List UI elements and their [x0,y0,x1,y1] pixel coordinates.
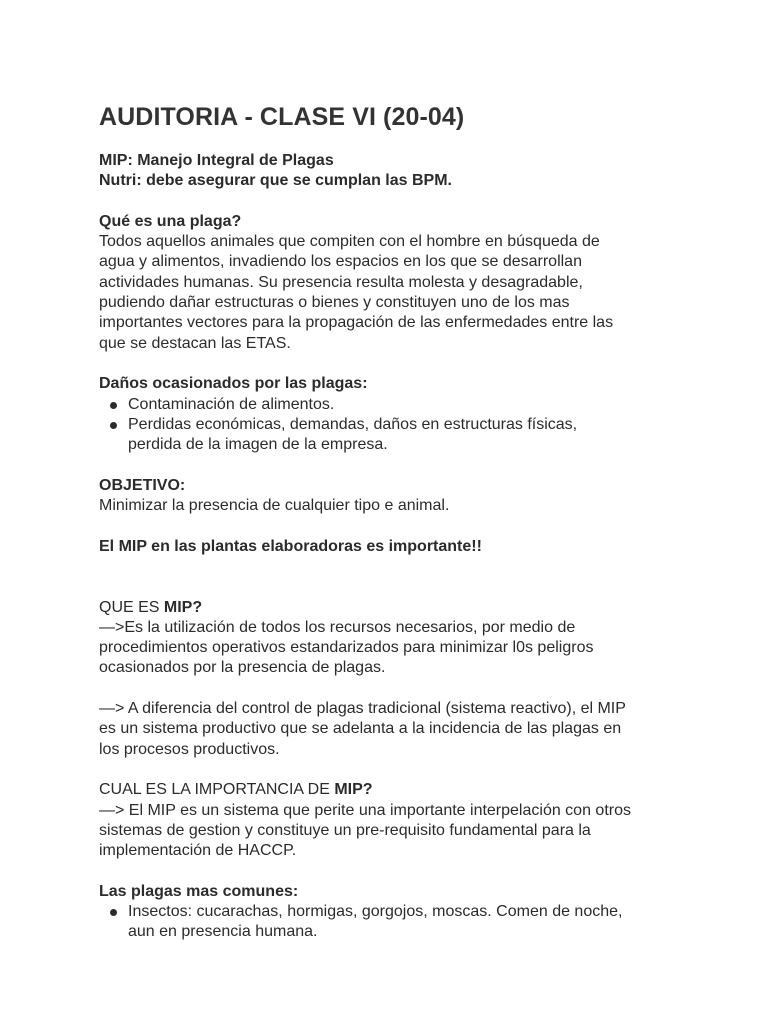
list-item-text: Insectos: cucarachas, hormigas, gorgojos, moscas. Comen de noche, [128,902,623,920]
document-title: AUDITORIA - CLASE VI (20-04) [99,103,465,131]
que-es-prefix: QUE ES [99,598,164,616]
list-item [99,902,699,943]
importancia-prefix: CUAL ES LA IMPORTANCIA DE [99,781,335,799]
importante-line: El MIP en las plantas elaboradoras es importante!! [99,537,482,555]
bullet-icon [110,909,117,916]
plaga-text-line: importantes vectores para la propagación de las enfermedades entre las [99,314,614,332]
spacer [99,192,699,212]
list-item-text: aun en presencia humana. [128,923,318,941]
danos-heading: Daños ocasionados por las plagas: [99,375,368,393]
comunes-heading: Las plagas mas comunes: [99,882,299,900]
importancia-text-line: implementación de HACCP. [99,842,297,860]
list-item-text: Perdidas económicas, demandas, daños en estructuras físicas, [128,415,578,433]
que-es-text-line: —> A diferencia del control de plagas tradicional (sistema reactivo), el MIP [99,700,626,718]
list-item [99,395,699,415]
importancia-bold: MIP? [334,781,373,799]
spacer [99,861,699,881]
importancia-heading [99,780,699,800]
importancia-text-line: —> El MIP es un sistema que perite una importante interpelación con otros [99,801,631,819]
plaga-heading: Qué es una plaga? [99,212,242,230]
objetivo-text: Minimizar la presencia de cualquier tipo e animal. [99,497,450,515]
spacer [99,516,699,536]
danos-list [99,395,699,456]
spacer [99,557,699,598]
plaga-text-line: actividades humanas. Su presencia resulta molesta y desagradable, [99,273,583,291]
que-es-text-line: —>Es la utilización de todos los recursos necesarios, por medio de [99,618,576,636]
plaga-text-line: Todos aquellos animales que compiten con el hombre en búsqueda de [99,233,600,251]
bullet-icon [110,402,117,409]
list-item-text: perdida de la imagen de la empresa. [128,436,388,454]
que-es-text-line: ocasionados por la presencia de plagas. [99,659,386,677]
que-es-text-line: es un sistema productivo que se adelanta a la incidencia de las plagas en [99,720,622,738]
intro-line-nutri: Nutri: debe asegurar que se cumplan las BPM. [99,172,452,190]
spacer [99,760,699,780]
que-es-text-line: los procesos productivos. [99,740,280,758]
list-item [99,415,699,456]
spacer [99,455,699,475]
spacer [99,354,699,374]
bullet-icon [110,422,117,429]
plaga-text-line: pudiendo dañar estructuras o bienes y constituyen uno de los mas [99,294,570,312]
spacer [99,679,699,699]
document-page [99,101,699,943]
intro-line-mip: MIP: Manejo Integral de Plagas [99,152,334,169]
list-item-text: Contaminación de alimentos. [128,395,335,413]
comunes-list [99,902,699,943]
objetivo-heading: OBJETIVO: [99,476,186,494]
que-es-bold: MIP? [163,598,203,616]
plaga-text-line: agua y alimentos, invadiendo los espacios en los que se desarrollan [99,253,582,271]
que-es-heading [99,598,699,618]
plaga-text-line: que se destacan las ETAS. [99,334,291,352]
importancia-text-line: sistemas de gestion y constituye un pre-requisito fundamental para la [99,821,591,839]
que-es-text-line: procedimientos operativos estandarizados para minimizar l0s peligros [99,639,594,657]
